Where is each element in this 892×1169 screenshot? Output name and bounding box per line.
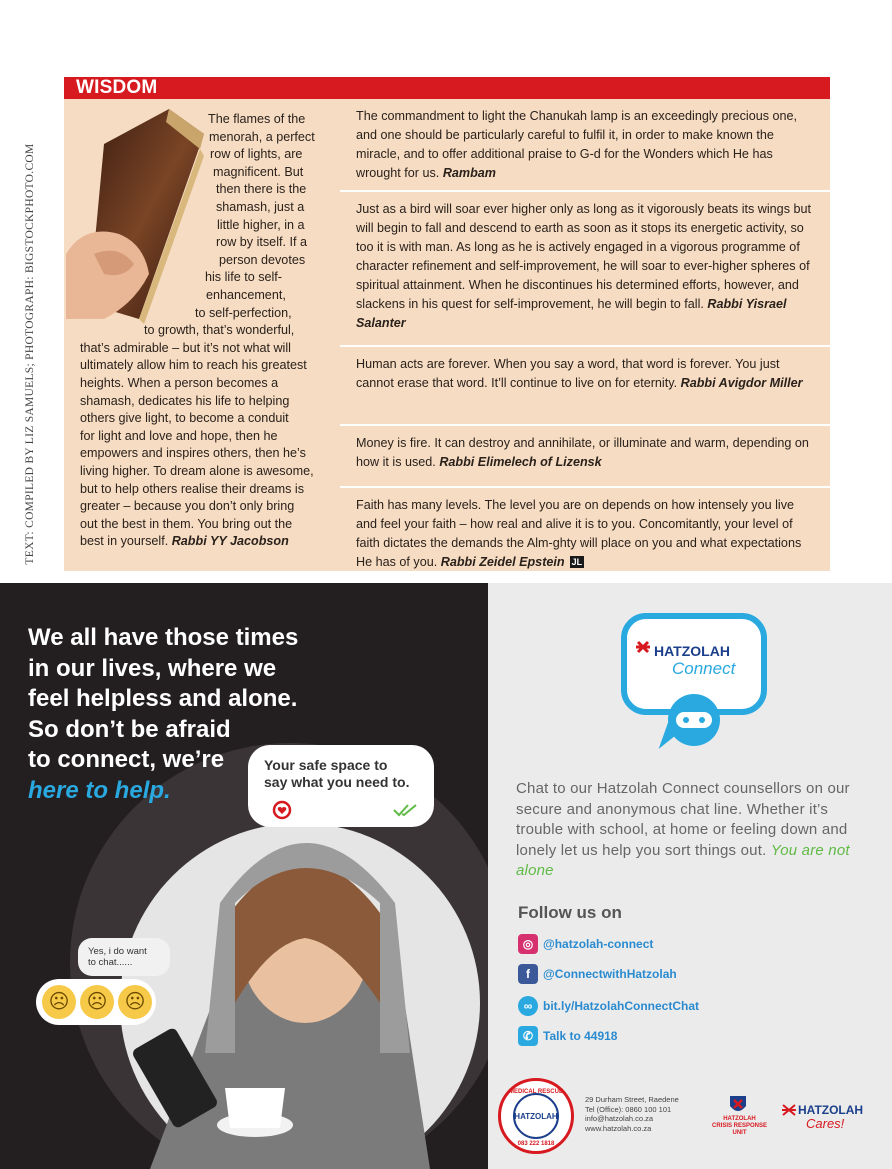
lead-quote-line: shamash, dedicates his life to helping [80,393,290,408]
lead-quote-line: shamash, just a [216,200,305,214]
svg-text:Connect: Connect [672,659,736,678]
lead-quote-line: person devotes [219,252,306,267]
heart-icon [272,800,292,820]
lead-quote-line: little higher, in a [217,217,305,232]
instagram-link[interactable]: @hatzolah-connect [543,937,654,951]
svg-text:HATZOLAH: HATZOLAH [514,1112,558,1121]
quote-author: Rabbi Yisrael Salanter [356,297,787,330]
svg-text:MEDICAL RESCUE: MEDICAL RESCUE [509,1089,563,1095]
lead-quote-line: row of lights, are [210,147,303,162]
link-icon[interactable]: ∞ [518,996,538,1016]
lead-quote-line: his life to self- [205,270,282,285]
photo-credit: TEXT: COMPILED BY LIZ SAMUELS; PHOTOGRAPH: BIGSTOCKPHOTO.COM [24,143,36,565]
lead-quote-line: that’s admirable – but it’s not what will [80,340,291,355]
ad-headline: We all have those times in our lives, where we feel helpless and alone. So don’t be afraid to connect, we’re [28,624,299,773]
section-title: WISDOM [76,77,158,98]
quote-panel [340,424,830,486]
lead-quote-author: Rabbi YY Jacobson [171,534,289,549]
sad-emoji-icon: ☹ [80,985,114,1019]
lead-quote-line: empowers and inspires others, then he’s [80,446,306,461]
chat-link[interactable]: bit.ly/HatzolahConnectChat [543,999,700,1013]
lead-quote-line: row by itself. If a [216,235,307,250]
lead-quote-line: but to help others realise their dreams is [80,481,305,496]
talk-number[interactable]: Talk to 44918 [543,1029,618,1043]
book-in-hand-image [64,104,214,324]
lead-quote-line: best in yourself. Rabbi YY Jacobson [80,534,289,549]
contact-info: 29 Durham Street, Raedene Tel (Office): 0860 100 101 info@hatzolah.co.za www.hatzolah.co.za [585,1095,679,1133]
quote-author: Rabbi Elimelech of Lizensk [439,455,602,469]
lead-quote-line: enhancement, [206,288,286,302]
double-check-icon [392,802,420,818]
quote-author: Rambam [442,166,497,180]
crisis-response-logo [726,1092,750,1116]
lead-quote-line: living higher. To dream alone is awesome, [80,464,314,478]
lead-quote-line: for light and love and hope, then he [80,428,278,443]
instagram-icon[interactable]: ◎ [518,934,538,954]
lead-quote-line: out the best in them. You bring out the [80,516,293,531]
crisis-response-text: HATZOLAH CRISIS RESPONSE UNIT [712,1116,768,1136]
lead-quote-line: to self-perfection, [195,305,292,320]
hatzolah-connect-logo [620,612,780,752]
quote-text: Just as a bird will soar ever higher only as long as it vigorously beats its wings but will begin to fall and descend to earth as soon as it stops its energetic activity, so too it is with man. As long as he is actively engaged in a vigorous programme of character refinement and self-improvement, he will soar to ever-higher spheres of spiritual attainment. When he discontinues his determined efforts, however, and slackens in his quest for self-improvement, he will begin to fall. [356,202,811,311]
lead-quote-line: to growth, that’s wonderful, [144,323,295,338]
lead-quote-line: greater – because you don’t only bring [80,499,295,514]
hatzolah-rescue-badge [498,1078,574,1154]
reply-bubble-text: Yes, i do want to chat...... [88,946,147,968]
follow-title: Follow us on [518,903,622,922]
svg-text:083 222 1818: 083 222 1818 [517,1141,555,1147]
lead-quote-line: others give light, to become a conduit [80,411,289,426]
quote-panel [340,99,830,190]
lead-quote-line: magnificent. But [213,164,304,179]
lead-quote-line: ultimately allow him to reach his greatest [80,358,307,373]
worried-emoji-icon: ☹ [118,985,152,1019]
quote-panel [340,345,830,424]
quote-author: Rabbi Zeidel Epstein [440,555,565,569]
lead-quote-line: heights. When a person becomes a [80,376,279,390]
hatzolah-cares-word: Cares! [806,1116,845,1131]
lead-quote-line: menorah, a perfect [209,129,315,144]
facebook-link[interactable]: @ConnectwithHatzolah [543,967,677,981]
facebook-icon[interactable]: f [518,964,538,984]
chat-bubble-text: Your safe space to say what you need to. [264,757,410,790]
crying-emoji-icon: ☹ [42,985,76,1019]
hatzolah-cares-name: HATZOLAH [798,1103,864,1117]
lead-quote-line: The flames of the [208,112,306,126]
quote-author: Rabbi Avigdor Miller [680,376,803,390]
ad-body-copy: Chat to our Hatzolah Connect counsellors on our secure and anonymous chat line. Whether it’s trouble with school, at home or feeling down and lonely let us help you sort things out. You are not alone [516,780,850,879]
quote-text: Human acts are forever. When you say a word, that word is forever. You just cannot erase that word. It’ll continue to live on for eternity. [356,357,780,390]
section-banner [64,77,830,99]
quote-panel [340,190,830,345]
quote-text: The commandment to light the Chanukah lamp is an exceedingly precious one, and one should be particularly careful to fulfil it, in order to make known the miracle, and to offer additional praise to G-d for the Wonders which He has wrought for us. [356,109,798,180]
phone-chat-icon[interactable]: ✆ [518,1026,538,1046]
hatzolah-cares-star-icon [782,1104,796,1116]
lead-quote-line: then there is the [216,182,307,197]
end-mark-icon: JL [571,557,583,567]
svg-text:HATZOLAH: HATZOLAH [654,643,730,659]
quote-text: Faith has many levels. The level you are on depends on how intensely you live and feel your faith – how real and alive it is to you. Concomitantly, your level of faith dictates the demands the Alm-ghty will place on you and what expectations He has of you. [356,498,802,569]
quote-text: Money is fire. It can destroy and annihilate, or illuminate and warm, depending on how it is used. [356,436,809,469]
quote-panel [340,486,830,571]
ad-headline-accent: here to help. [28,777,171,804]
